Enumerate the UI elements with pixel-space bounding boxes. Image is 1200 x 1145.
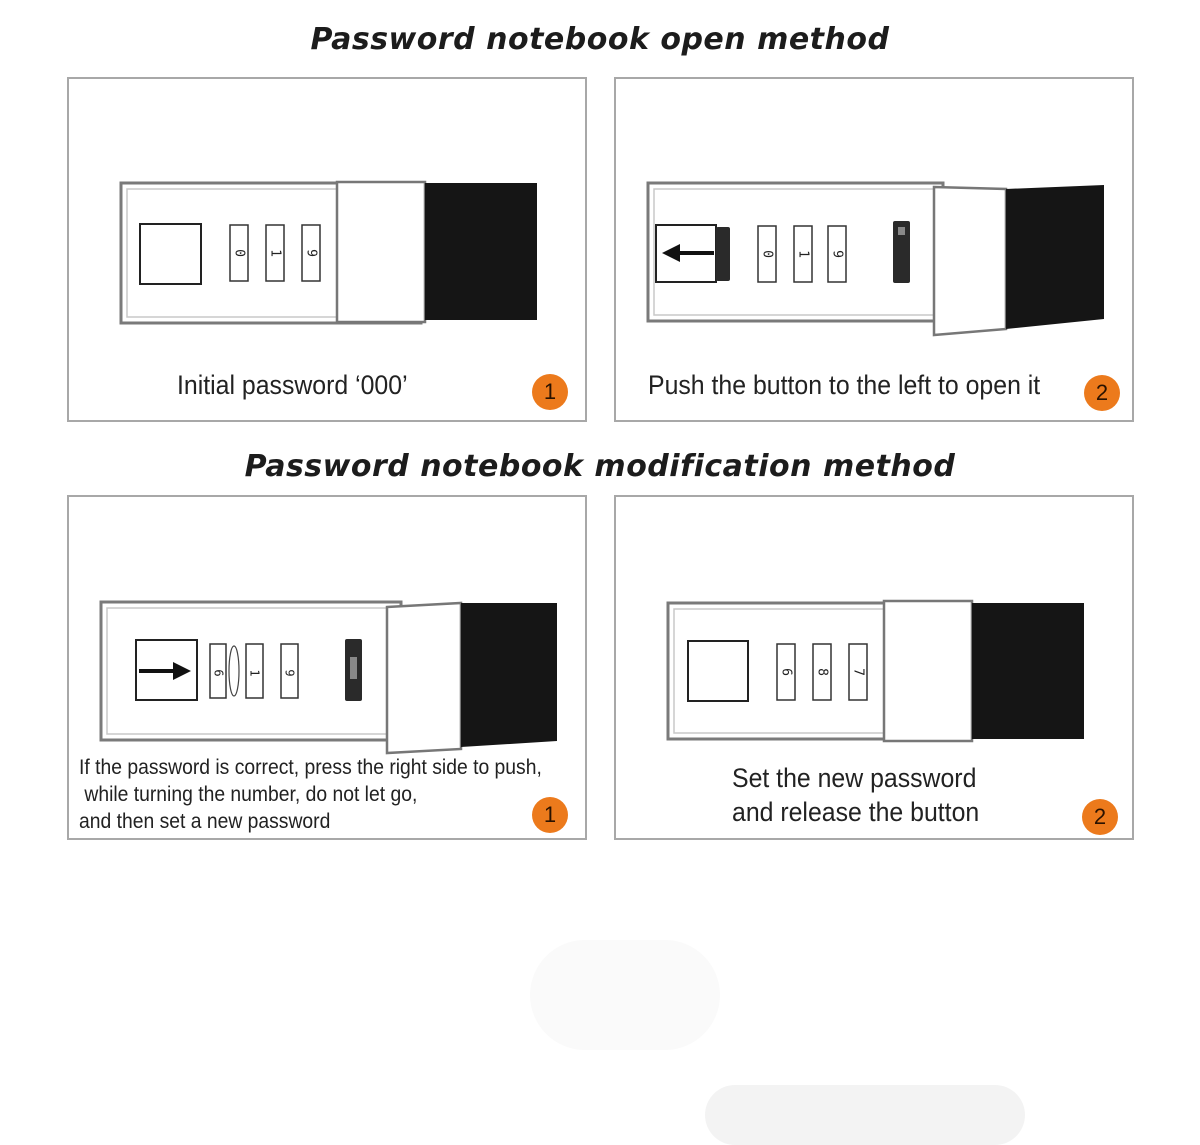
dial-group bbox=[210, 644, 298, 698]
caption-line: and release the button bbox=[732, 797, 980, 827]
dial-1: 0 bbox=[759, 250, 775, 258]
title-modification-method: Password notebook modification method bbox=[244, 449, 956, 484]
dial-1: 0 bbox=[231, 249, 247, 257]
sleeve-dark bbox=[425, 183, 537, 320]
dial-1: 6 bbox=[778, 668, 794, 676]
step-badge: 1 bbox=[532, 374, 568, 410]
dial-2: 1 bbox=[247, 669, 262, 677]
sleeve-white bbox=[884, 601, 972, 741]
dial-3: 9 bbox=[282, 669, 297, 677]
dial-group bbox=[230, 225, 320, 281]
panel-open-step-1 bbox=[67, 77, 587, 422]
step-badge: 2 bbox=[1082, 799, 1118, 835]
dial-3: 9 bbox=[829, 250, 845, 258]
dial-2: 1 bbox=[795, 250, 811, 258]
dial-group bbox=[777, 644, 867, 700]
caption-line: If the password is correct, press the right side to push, bbox=[79, 756, 542, 779]
sleeve-dark bbox=[972, 603, 1084, 739]
sleeve-dark bbox=[1006, 185, 1104, 329]
dial-3: 7 bbox=[850, 668, 866, 676]
caption-line: and then set a new password bbox=[79, 810, 331, 833]
step-badge: 2 bbox=[1084, 375, 1120, 411]
background-smudge bbox=[530, 940, 720, 1050]
caption-line: while turning the number, do not let go, bbox=[79, 783, 418, 806]
caption-line: Set the new password bbox=[732, 763, 977, 793]
sleeve-white bbox=[337, 182, 425, 322]
step-badge: 1 bbox=[532, 797, 568, 833]
panel-mod-step-2 bbox=[614, 495, 1134, 840]
background-smudge bbox=[705, 1085, 1025, 1145]
caption-mod-step-2 bbox=[732, 761, 979, 829]
sleeve-white bbox=[387, 603, 461, 753]
caption-initial-password: Initial password ‘000’ bbox=[177, 370, 408, 400]
panel-open-step-2 bbox=[614, 77, 1134, 422]
push-button bbox=[688, 641, 748, 701]
dial-2: 1 bbox=[267, 249, 283, 257]
dial-group bbox=[758, 226, 846, 282]
sleeve-white bbox=[934, 187, 1006, 335]
push-button bbox=[140, 224, 201, 284]
dial-1: 6 bbox=[211, 669, 226, 677]
sleeve-dark bbox=[461, 603, 557, 747]
dial-2: 8 bbox=[814, 668, 830, 676]
caption-push-left: Push the button to the left to open it bbox=[648, 370, 1041, 400]
caption-mod-step-1 bbox=[79, 754, 542, 835]
dial-3: 9 bbox=[303, 249, 319, 257]
title-open-method: Password notebook open method bbox=[310, 22, 890, 57]
panel-mod-step-1 bbox=[67, 495, 587, 840]
